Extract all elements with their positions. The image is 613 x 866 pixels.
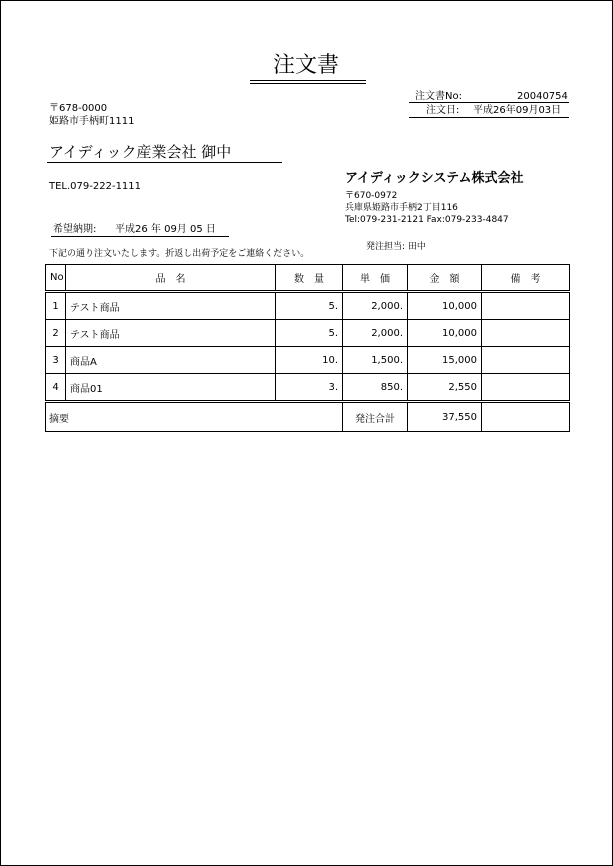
table-total-row bbox=[46, 402, 570, 432]
row-item-name: テスト商品 bbox=[66, 292, 276, 320]
row-qty: 10. bbox=[276, 347, 343, 374]
order-staff: 発注担当: 田中 bbox=[366, 242, 426, 252]
order-no-label: 注文書No: bbox=[415, 91, 462, 102]
customer-name: アイディック産業会社 御中 bbox=[49, 143, 232, 161]
total-remarks bbox=[482, 402, 570, 432]
customer-address: 姫路市手柄町1111 bbox=[49, 116, 135, 127]
customer-name-underline bbox=[47, 162, 282, 163]
row-no: 4 bbox=[46, 374, 66, 402]
title-underline bbox=[250, 80, 366, 81]
row-item-name: 商品01 bbox=[66, 374, 276, 402]
row-amount: 10,000 bbox=[408, 320, 482, 347]
column-header-no: No bbox=[46, 265, 66, 292]
order-no-value: 20040754 bbox=[517, 91, 568, 102]
delivery-label: 希望納期: bbox=[53, 224, 97, 235]
supplier-address: 兵庫県姫路市手柄2丁目116 bbox=[345, 203, 458, 213]
table-row bbox=[46, 292, 570, 320]
table-row bbox=[46, 347, 570, 374]
order-date-underline bbox=[409, 117, 569, 118]
row-no: 3 bbox=[46, 347, 66, 374]
row-price: 1,500. bbox=[343, 347, 408, 374]
column-header-remarks: 備 考 bbox=[482, 265, 570, 292]
row-item-name: テスト商品 bbox=[66, 320, 276, 347]
supplier-name: アイディックシステム株式会社 bbox=[345, 171, 524, 186]
row-amount: 15,000 bbox=[408, 347, 482, 374]
order-date-value: 平成26年09月03日 bbox=[473, 105, 562, 116]
column-header-qty: 数 量 bbox=[276, 265, 343, 292]
customer-tel: TEL.079-222-1111 bbox=[49, 181, 142, 192]
summary-label: 摘要 bbox=[46, 402, 343, 432]
row-qty: 5. bbox=[276, 292, 343, 320]
order-date-label: 注文日: bbox=[426, 105, 460, 116]
document-title: 注文書 bbox=[272, 53, 339, 78]
title-underline-double bbox=[250, 83, 366, 84]
row-amount: 2,550 bbox=[408, 374, 482, 402]
supplier-postal: 〒670-0972 bbox=[345, 191, 398, 201]
table-header-row bbox=[46, 265, 570, 292]
row-amount: 10,000 bbox=[408, 292, 482, 320]
delivery-date: 平成26 年 09月 05 日 bbox=[115, 224, 216, 235]
row-remarks bbox=[482, 374, 570, 402]
table-row bbox=[46, 320, 570, 347]
row-price: 2,000. bbox=[343, 292, 408, 320]
row-remarks bbox=[482, 320, 570, 347]
row-qty: 5. bbox=[276, 320, 343, 347]
table-row bbox=[46, 374, 570, 402]
supplier-tel-fax: Tel:079-231-2121 Fax:079-233-4847 bbox=[345, 215, 509, 225]
row-remarks bbox=[482, 292, 570, 320]
total-amount: 37,550 bbox=[408, 402, 482, 432]
column-header-price: 単 価 bbox=[343, 265, 408, 292]
order-no-underline bbox=[409, 102, 569, 103]
total-label: 発注合計 bbox=[343, 402, 408, 432]
row-qty: 3. bbox=[276, 374, 343, 402]
row-remarks bbox=[482, 347, 570, 374]
column-header-amount: 金 額 bbox=[408, 265, 482, 292]
order-items-table bbox=[45, 264, 570, 432]
customer-postal: 〒678-0000 bbox=[49, 103, 108, 114]
row-price: 2,000. bbox=[343, 320, 408, 347]
delivery-underline bbox=[51, 236, 229, 237]
row-no: 1 bbox=[46, 292, 66, 320]
row-no: 2 bbox=[46, 320, 66, 347]
order-note: 下記の通り注文いたします。折返し出荷予定をご連絡ください。 bbox=[49, 249, 310, 259]
row-item-name: 商品A bbox=[66, 347, 276, 374]
row-price: 850. bbox=[343, 374, 408, 402]
column-header-name: 品 名 bbox=[66, 265, 276, 292]
